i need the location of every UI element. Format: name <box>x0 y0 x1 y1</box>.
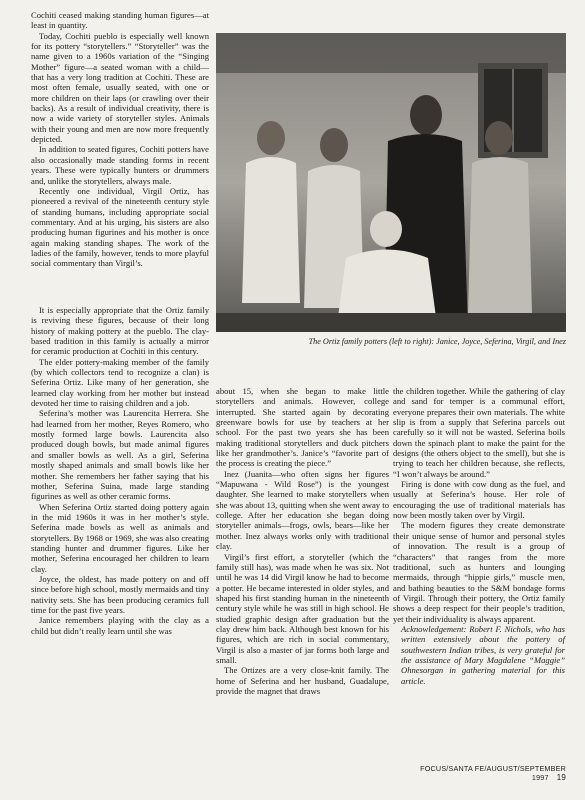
paragraph: about 15, when she began to make little storytellers and animals. However, college interrupted. She started again by decorating greenware bowls for use by teachers at her school. For the past two years she has been making traditional storytellers and duck pitchers like her grandmother’s. Janice’s “favorite part of the process is creating the piece.” <box>216 386 389 469</box>
page-footer <box>390 764 566 782</box>
page-number: 19 <box>556 773 566 782</box>
paragraph: Virgil’s first effort, a storyteller (which the family still has), was made when he was six. Not until he was 14 did Virgil know he had to become a potter. He became interested in older styles, and shaped his first standing human in the nineteenth century style while he was still in high school. He studied graphic design after graduation but the clay drew him back. Although best known for his figures, which are rich in social commentary, Virgil is also a master of jar forms both large and small. <box>216 551 389 665</box>
text-column-1-top <box>31 10 209 269</box>
paragraph: Firing is done with cow dung as the fuel, and usually at Seferina’s house. Her role of encouraging the use of traditional materials has now been mostly taken over by Virgil. <box>393 479 565 521</box>
text-column-3 <box>393 386 565 686</box>
paragraph: Today, Cochiti pueblo is especially well known for its pottery “storytellers.” “Storyteller” was the name given to a 1960s variation of the “Singing Mother” figure—a seated woman with a child—that has a very long tradition at Cochiti. These are most often female, usually seated, with one or more children on their laps (or crawling over their backs). As a result of individual creativity, there is now a wide variety of storyteller styles. Animals with their young and men are now more frequently depicted. <box>31 30 209 145</box>
acknowledgement: Acknowledgement: Robert F. Nichols, who has written extensively about the pottery of southwestern Indian tribes, is very grateful for the assistance of Mary Magdalene “Maggie” Ohnesorgan in gathering material for this article. <box>401 623 565 686</box>
paragraph: It is especially appropriate that the Ortiz family is reviving these figures, because of their long history of making pottery at the pueblo. The clay-based tradition in this family is actually a mirror for ceramic production at Cochiti in this century. <box>31 305 209 357</box>
paragraph: The Ortizes are a very close-knit family. The home of Seferina and her husband, Guadalupe, provide the magnet that draws <box>216 665 389 696</box>
paragraph: The elder pottery-making member of the family (by which collectors tend to recognize a clan) is Seferina Ortiz. Like many of her generation, she learned clay working from her mother but instead devoted her time to raising children and a job. <box>31 356 209 409</box>
paragraph: Joyce, the oldest, has made pottery on and off since before high school, mostly mermaids and tiny nativity sets. She has been producing ceramics full time for the past five years. <box>31 573 209 615</box>
paragraph: When Seferina Ortiz started doing pottery again in the mid 1960s it was in her mother’s style. Seferina made bowls as well as animals and storytellers. By 1968 or 1969, she was also creating standing hunter and drummer figures. Like her mother, Seferina encouraged her children to learn clay. <box>31 501 209 574</box>
paragraph: Recently one individual, Virgil Ortiz, has pioneered a revival of the nineteenth century style of standing humans, including appropriate social commentary. And at his urging, his sisters are also producing human figurines and his mother is once again making standing shapes. The work of the ladies of the family, however, tends to more playful social commentary than Virgil’s. <box>31 185 209 269</box>
text-column-1-bottom <box>31 305 209 636</box>
paragraph: Cochiti ceased making standing human figures—at least in quantity. <box>31 10 209 31</box>
paragraph: Janice remembers playing with the clay as a child but didn’t really learn until she was <box>31 615 209 636</box>
paragraph: Seferina’s mother was Laurencita Herrera. She had learned from her mother, Reyes Romero, who mostly formed large bowls. Laurencita also produced dough bowls, but made animal figures and smaller bowls as well. As a girl, Seferina mostly shaped animals and small bowls like her mother. She remembers her father saying that his mother, Seferina Suina, made large standing figurines as well as other ceramic forms. <box>31 408 209 502</box>
photo-illustration <box>216 33 566 332</box>
family-photo <box>216 33 566 332</box>
paragraph: In addition to seated figures, Cochiti potters have also occasionally made standing forms in recent years. These were typically hunters or drummers and, unlike the storytellers, always male. <box>31 144 209 186</box>
publication-line: FOCUS/SANTA FE/AUGUST/SEPTEMBER 1997 <box>420 764 566 782</box>
paragraph: the children together. While the gathering of clay and sand for temper is a communal effort, everyone prepares their own materials. The white slip is from a supply that Seferina parcels out carefully so it will not be wasted. Seferina boils down the spinach plant to make the paint for the designs (the others object to the smell), but she is trying to teach her children because, she reflects, “I won’t always be around.” <box>393 386 565 479</box>
photo-caption: The Ortiz family potters (left to right): Janice, Joyce, Seferina, Virgil, and Inez <box>308 337 566 346</box>
paragraph: The modern figures they create demonstrate their unique sense of humor and personal styles of innovation. The result is a group of “characters” that ranges from the more traditional, such as hunters and lounging mermaids, through “hippie girls,” muscle men, and bathing beauties to the S&M bondage forms of Virgil. Through their pottery, the Ortiz family shows a deep respect for their people’s tradition, yet their individuality is always apparent. <box>393 520 565 624</box>
paragraph: Inez (Juanita—who often signs her figures “Mapuwana - Wild Rose”) is the youngest daughter. She learned to make storytellers when she was about 13, quitting when she went away to college. After her education she began doing storyteller animals—frogs, owls, bears—like her mother. Inez always works only with traditional clay. <box>216 468 389 552</box>
text-column-2 <box>216 386 389 696</box>
